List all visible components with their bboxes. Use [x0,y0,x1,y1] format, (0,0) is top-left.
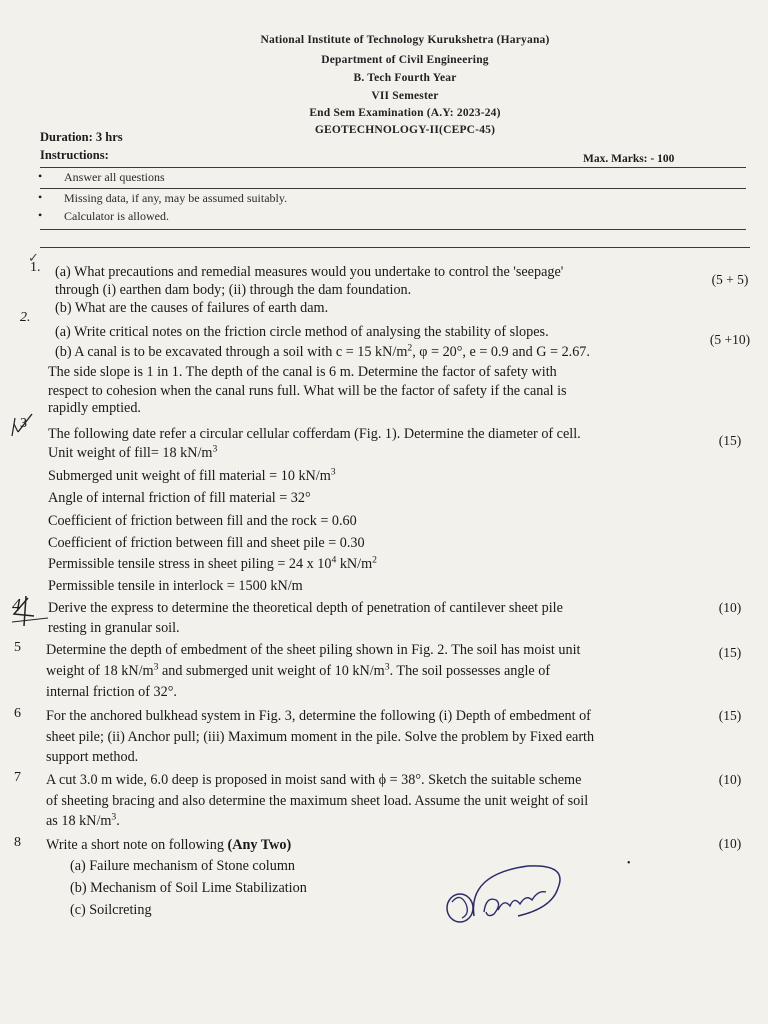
q5-text: and submerged unit weight of 10 kN/m [158,663,385,679]
q1-marks: (5 + 5) [711,272,749,287]
q8-item: (a) Failure mechanism of Stone column [70,858,295,874]
superscript: 3 [212,443,218,455]
q7-marks: (10) [718,772,742,787]
superscript: 3 [384,661,390,673]
q3-text: Permissible tensile stress in sheet piling = 24 x 10 [48,556,332,572]
stray-dot: • [627,858,631,869]
q1-line: (b) What are the causes of failures of earth dam. [55,300,329,316]
max-marks: Max. Marks: - 100 [583,153,675,165]
q8-any-two: (Any Two) [227,837,292,853]
tick-mark-icon: ✓ [28,250,39,265]
q2-line: (a) Write critical notes on the friction circle method of analysing the stability of slopes. [55,324,549,340]
instruction-item: Answer all questions [64,170,165,184]
question-number: 4 [12,595,21,615]
q6-marks: (15) [718,708,742,723]
instructions-label: Instructions: [40,148,109,162]
q4-line: resting in granular soil. [48,620,180,636]
bullet-icon: • [38,190,43,204]
instruction-item: Missing data, if any, may be assumed suitably. [64,191,288,205]
bullet-icon: • [38,169,43,183]
divider-instructions [40,188,746,189]
q7-line: of sheeting bracing and also determine the maximum sheet load. Assume the unit weight of soil [46,793,589,809]
q6-line: support method. [46,749,139,765]
department-name: Department of Civil Engineering [321,54,489,66]
signature [440,856,570,936]
q2-line [55,342,590,362]
superscript: 2 [372,554,377,566]
q5-line: Determine the depth of embedment of the sheet piling shown in Fig. 2. The soil has moist unit [46,642,581,658]
question-number: 8 [14,835,21,850]
q8-item: (b) Mechanism of Soil Lime Stabilization [70,880,307,896]
exam-title: End Sem Examination (A.Y: 2023-24) [309,107,501,119]
q2-line: respect to cohesion when the canal runs full. What will be the factor of safety if the canal is [48,383,567,399]
q2-line: rapidly emptied. [48,400,141,416]
divider-bottom [40,247,750,248]
question-number: 2. [20,310,31,325]
q6-line: sheet pile; (ii) Anchor pull; (iii) Maximum moment in the pile. Solve the problem by Fixed earth [46,729,595,745]
question-number: 5 [14,640,21,655]
q8-marks: (10) [718,836,742,851]
q5-marks: (15) [718,645,742,660]
semester: VII Semester [371,90,439,102]
q5-line [46,661,550,681]
question-number: 1. [30,260,41,275]
course-title: GEOTECHNOLOGY-II(CEPC-45) [314,124,496,136]
question-number: 7 [14,770,21,785]
q5-text: weight of 18 kN/m [46,663,154,679]
superscript: 3 [330,466,336,478]
q3-line: Coefficient of friction between fill and the rock = 0.60 [48,513,357,529]
q7-text: . [116,813,120,829]
q8-text: Write a short note on following [46,837,228,853]
q3-line: Permissible tensile in interlock = 1500 kN/m [48,578,303,594]
superscript: 2 [407,342,413,354]
q5-line: internal friction of 32°. [46,684,177,700]
q6-line: For the anchored bulkhead system in Fig. 3, determine the following (i) Depth of embedment of [46,708,591,724]
q3-text: kN/m [336,556,373,572]
q3-line: Angle of internal friction of fill material = 32° [48,490,311,506]
instruction-item: Calculator is allowed. [64,209,169,223]
q7-line: A cut 3.0 m wide, 6.0 deep is proposed in moist sand with ϕ = 38°. Sketch the suitable scheme [46,772,582,788]
q3-text: Submerged unit weight of fill material = 10 kN/m [48,468,331,484]
q3-line [48,554,377,574]
program-year: B. Tech Fourth Year [353,72,457,84]
q3-text: Unit weight of fill= 18 kN/m [48,445,213,461]
q3-line: The following date refer a circular cellular cofferdam (Fig. 1). Determine the diameter of cell. [48,426,581,442]
q5-text: . The soil possesses angle of [389,663,551,679]
divider-mid [40,229,746,230]
q3-line: Coefficient of friction between fill and sheet pile = 0.30 [48,535,365,551]
superscript: 4 [331,554,337,566]
q1-line: through (i) earthen dam body; (ii) through the dam foundation. [55,282,412,298]
q3-line [48,466,336,486]
question-number: 3 [20,416,27,431]
superscript: 3 [153,661,159,673]
q2-line: The side slope is 1 in 1. The depth of the canal is 6 m. Determine the factor of safety with [48,364,557,380]
q4-marks: (10) [718,600,742,615]
superscript: 3 [111,811,117,823]
bullet-icon: • [38,208,43,222]
question-number: 6 [14,706,21,721]
q4-line: Derive the express to determine the theoretical depth of penetration of cantilever sheet pile [48,600,563,616]
q7-text: as 18 kN/m [46,813,112,829]
q3-marks: (15) [718,433,742,448]
q2-marks: (5 +10) [709,332,751,347]
q8-line [46,835,291,855]
institute-name: National Institute of Technology Kurukshetra (Haryana) [260,34,550,46]
handwritten-margin-marks [10,400,50,640]
q2-text: , φ = 20°, e = 0.9 and G = 2.67. [412,344,590,360]
duration: Duration: 3 hrs [40,130,123,144]
q3-line [48,443,217,463]
q8-item: (c) Soilcreting [70,902,152,918]
q7-line [46,811,120,831]
q2-text: (b) A canal is to be excavated through a soil with c = 15 kN/m [55,344,408,360]
q1-line: (a) What precautions and remedial measures would you undertake to control the 'seepage' [55,264,564,280]
divider-top [40,167,746,168]
